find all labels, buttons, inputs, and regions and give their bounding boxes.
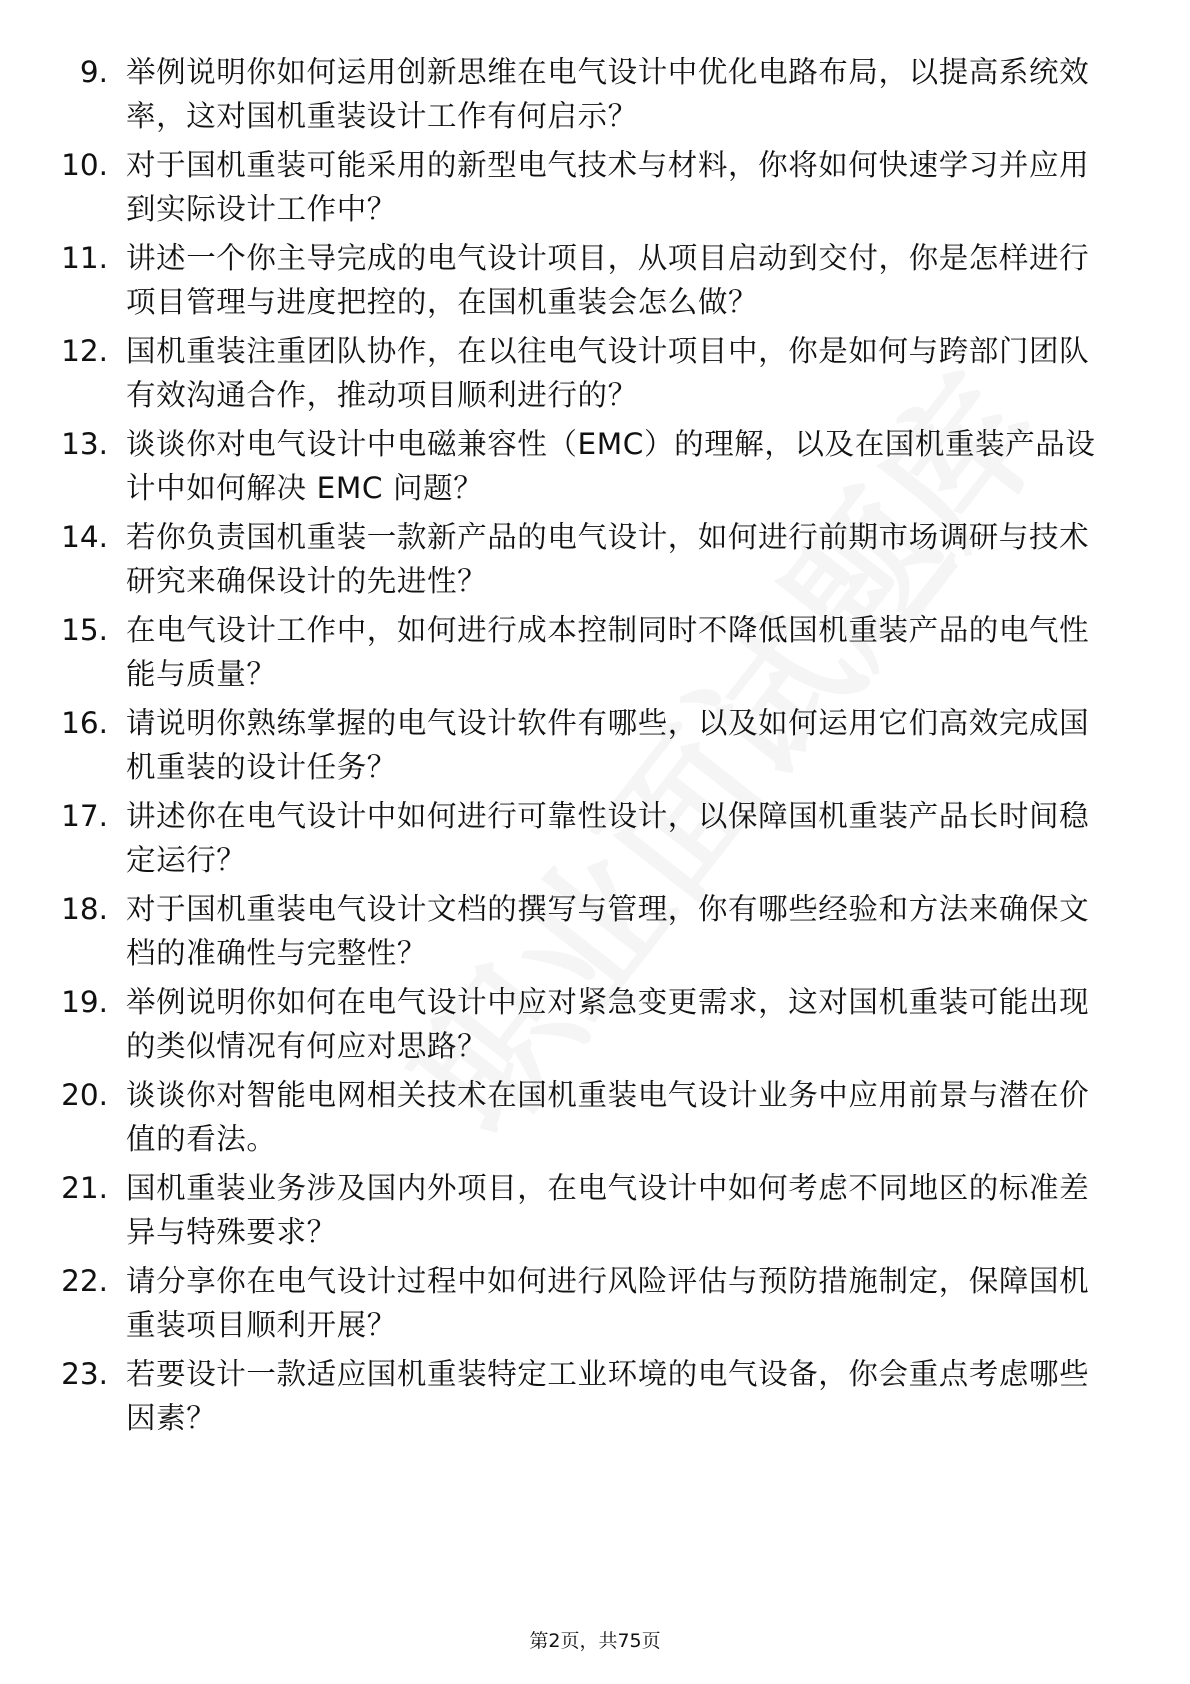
question-text: 对于国机重装可能采用的新型电气技术与材料，你将如何快速学习并应用到实际设计工作中？ bbox=[126, 148, 1090, 226]
question-number: 20. bbox=[61, 1078, 108, 1112]
question-item bbox=[0, 980, 1190, 1073]
question-item bbox=[0, 50, 1190, 143]
question-text: 举例说明你如何运用创新思维在电气设计中优化电路布局，以提高系统效率，这对国机重装设计工作有何启示？ bbox=[126, 55, 1090, 133]
question-item bbox=[0, 608, 1190, 701]
question-item bbox=[0, 143, 1190, 236]
question-text: 若要设计一款适应国机重装特定工业环境的电气设备，你会重点考虑哪些因素？ bbox=[126, 1357, 1090, 1435]
question-number: 15. bbox=[61, 613, 108, 647]
question-item bbox=[0, 701, 1190, 794]
page-number-footer: 第2页，共75页 bbox=[529, 1630, 661, 1652]
question-number: 17. bbox=[61, 799, 108, 833]
question-text: 在电气设计工作中，如何进行成本控制同时不降低国机重装产品的电气性能与质量？ bbox=[126, 613, 1090, 691]
question-item bbox=[0, 1352, 1190, 1445]
question-text: 请分享你在电气设计过程中如何进行风险评估与预防措施制定，保障国机重装项目顺利开展？ bbox=[126, 1264, 1090, 1342]
question-number: 22. bbox=[61, 1264, 108, 1298]
question-number: 16. bbox=[61, 706, 108, 740]
question-number: 9. bbox=[79, 55, 108, 89]
question-number: 12. bbox=[61, 334, 108, 368]
question-number: 21. bbox=[61, 1171, 108, 1205]
question-number: 23. bbox=[61, 1357, 108, 1391]
question-text: 举例说明你如何在电气设计中应对紧急变更需求，这对国机重装可能出现的类似情况有何应对思路？ bbox=[126, 985, 1090, 1063]
question-text: 请说明你熟练掌握的电气设计软件有哪些，以及如何运用它们高效完成国机重装的设计任务？ bbox=[126, 706, 1090, 784]
question-number: 13. bbox=[61, 427, 108, 461]
question-number: 11. bbox=[61, 241, 108, 275]
question-item bbox=[0, 887, 1190, 980]
question-item bbox=[0, 236, 1190, 329]
question-text: 国机重装业务涉及国内外项目，在电气设计中如何考虑不同地区的标准差异与特殊要求？ bbox=[126, 1171, 1090, 1249]
question-text: 对于国机重装电气设计文档的撰写与管理，你有哪些经验和方法来确保文档的准确性与完整性？ bbox=[126, 892, 1090, 970]
question-text: 若你负责国机重装一款新产品的电气设计，如何进行前期市场调研与技术研究来确保设计的先进性？ bbox=[126, 520, 1090, 598]
question-item bbox=[0, 794, 1190, 887]
question-item bbox=[0, 1259, 1190, 1352]
question-item bbox=[0, 515, 1190, 608]
question-text: 讲述一个你主导完成的电气设计项目，从项目启动到交付，你是怎样进行项目管理与进度把控的，在国机重装会怎么做？ bbox=[126, 241, 1090, 319]
question-list bbox=[0, 50, 1190, 1445]
question-text: 国机重装注重团队协作，在以往电气设计项目中，你是如何与跨部门团队有效沟通合作，推动项目顺利进行的？ bbox=[126, 334, 1090, 412]
question-text: 谈谈你对电气设计中电磁兼容性（EMC）的理解，以及在国机重装产品设计中如何解决 EMC 问题？ bbox=[126, 427, 1096, 505]
question-number: 10. bbox=[61, 148, 108, 182]
question-text: 讲述你在电气设计中如何进行可靠性设计，以保障国机重装产品长时间稳定运行？ bbox=[126, 799, 1090, 877]
question-item bbox=[0, 329, 1190, 422]
question-text: 谈谈你对智能电网相关技术在国机重装电气设计业务中应用前景与潜在价值的看法。 bbox=[126, 1078, 1090, 1156]
question-item bbox=[0, 1073, 1190, 1166]
question-number: 19. bbox=[61, 985, 108, 1019]
question-item bbox=[0, 1166, 1190, 1259]
question-number: 18. bbox=[61, 892, 108, 926]
question-number: 14. bbox=[61, 520, 108, 554]
question-item bbox=[0, 422, 1190, 515]
